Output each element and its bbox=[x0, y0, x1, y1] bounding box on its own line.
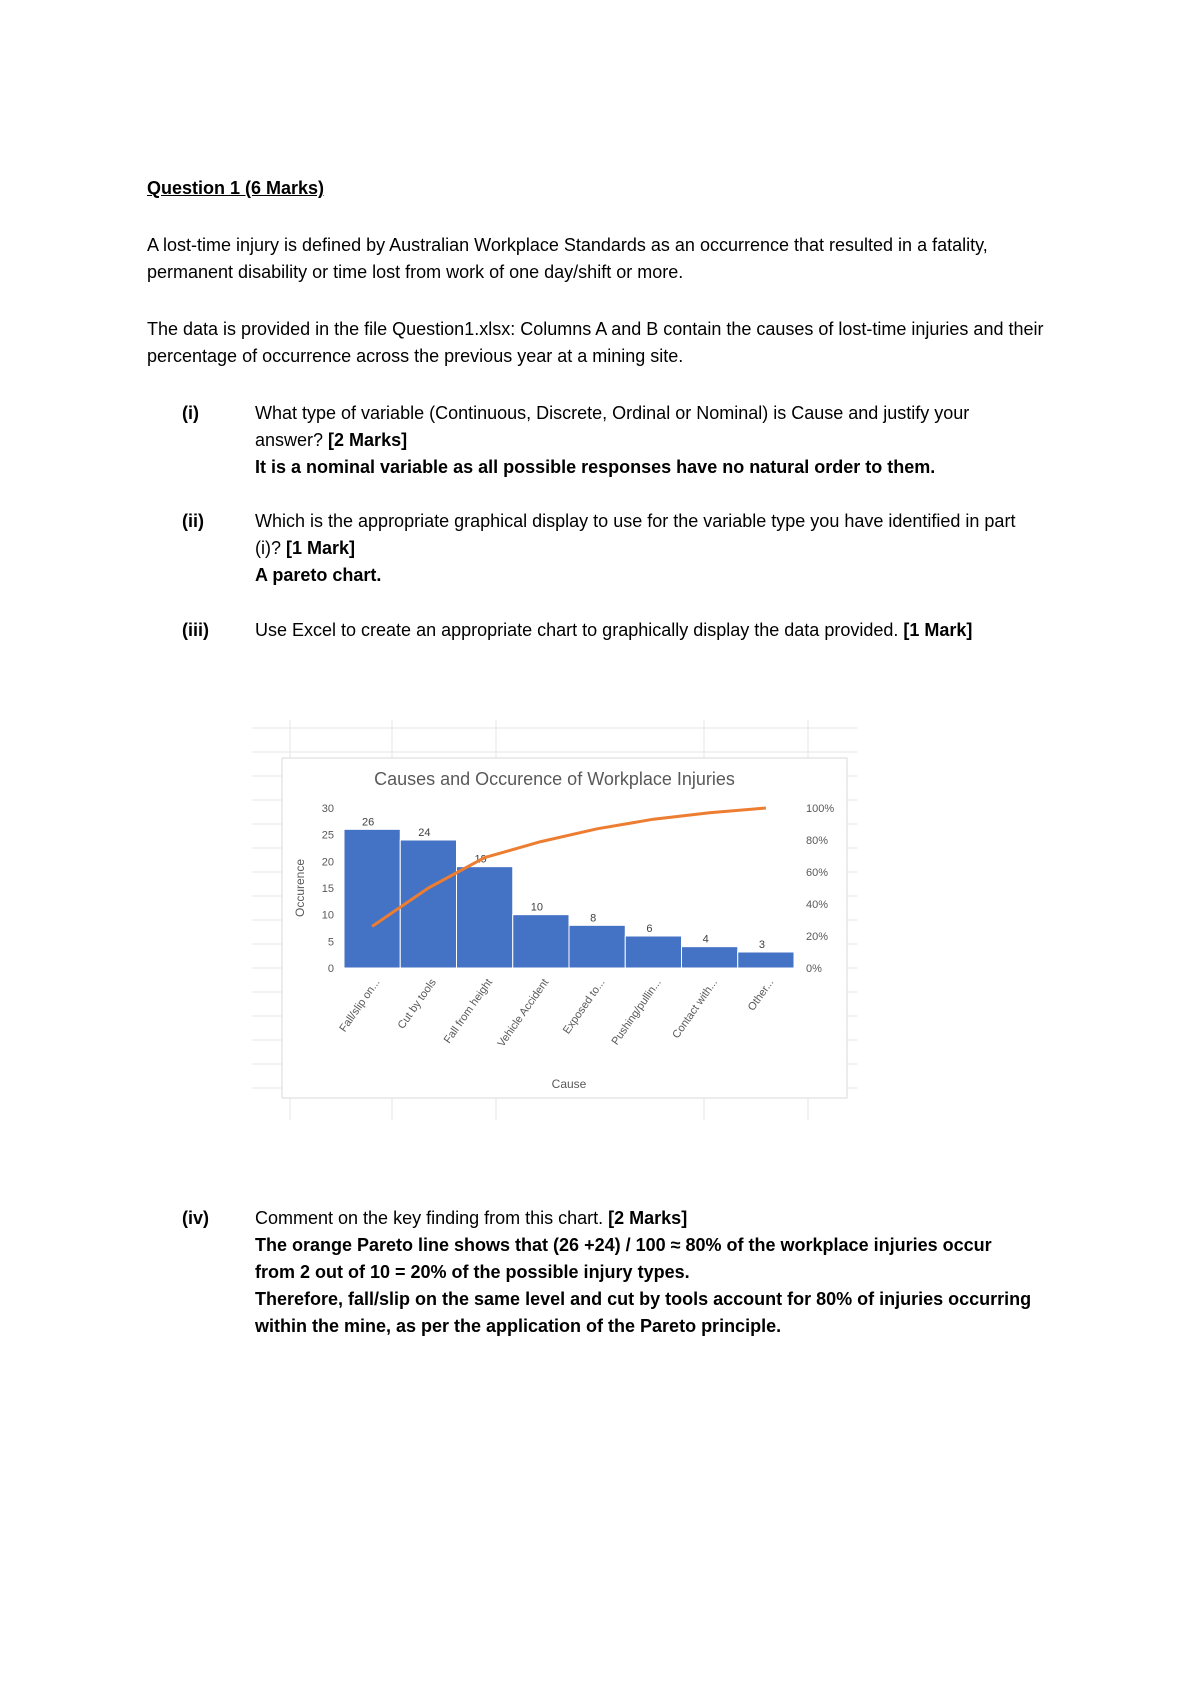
part-body bbox=[255, 400, 1035, 481]
question-heading: Question 1 (6 Marks) bbox=[147, 178, 325, 198]
part-body bbox=[255, 617, 1035, 644]
bar bbox=[569, 925, 625, 968]
part-body bbox=[255, 1205, 1035, 1340]
part-answer: It is a nominal variable as all possible responses have no natural order to them. bbox=[255, 457, 936, 477]
category-label: Fall/slip on... bbox=[337, 976, 383, 1035]
y-tick-label: 30 bbox=[321, 803, 334, 815]
part-marks: [2 Marks] bbox=[328, 430, 408, 450]
chart-title: Causes and Occurence of Workplace Injuries bbox=[374, 769, 735, 789]
data-label: 3 bbox=[758, 939, 765, 951]
part-marks: [1 Mark] bbox=[286, 538, 356, 558]
data-label: 4 bbox=[702, 933, 709, 946]
intro-paragraph-1: A lost-time injury is defined by Australian Workplace Standards as an occurrence that resulted in a fatality, permanent disability or time lost from work of one day/shift or more. bbox=[147, 235, 988, 282]
y-axis-label: Occurence bbox=[293, 858, 307, 918]
part-answer-2: Therefore, fall/slip on the same level and cut by tools account for 80% of injuries occurring within the mine, as per the application of the Pareto principle. bbox=[255, 1289, 1032, 1336]
part-number: (iii) bbox=[182, 620, 209, 640]
bar bbox=[738, 952, 794, 968]
part-prompt: Which is the appropriate graphical display to use for the variable type you have identified in part (i)? bbox=[255, 511, 1016, 558]
part-number: (iv) bbox=[182, 1208, 209, 1228]
data-label: 8 bbox=[590, 912, 597, 925]
bar bbox=[513, 915, 569, 968]
category-label: Exposed to... bbox=[560, 976, 608, 1037]
y2-tick-label: 40% bbox=[806, 899, 829, 911]
y-tick-label: 20 bbox=[321, 856, 334, 869]
category-label: Cut by tools bbox=[395, 976, 439, 1032]
bar bbox=[625, 936, 681, 968]
data-label: 24 bbox=[418, 827, 431, 839]
data-label: 10 bbox=[530, 901, 543, 914]
y-tick-label: 5 bbox=[327, 936, 334, 949]
x-axis-label: Cause bbox=[551, 1077, 587, 1091]
y-tick-label: 0 bbox=[327, 963, 334, 975]
bar bbox=[400, 840, 456, 968]
pareto-chart bbox=[252, 720, 857, 1120]
data-label: 26 bbox=[362, 816, 375, 829]
data-label: 19 bbox=[474, 853, 487, 866]
part-answer-1: The orange Pareto line shows that (26 +24) / 100 ≈ 80% of the workplace injuries occur from 2 out of 10 = 20% of the possible injury types. bbox=[255, 1235, 992, 1282]
bar bbox=[344, 829, 400, 968]
part-prompt: What type of variable (Continuous, Discrete, Ordinal or Nominal) is Cause and justify your answer? bbox=[255, 403, 970, 450]
y2-tick-label: 20% bbox=[806, 931, 829, 943]
part-number: (i) bbox=[182, 403, 199, 423]
part-prompt: Use Excel to create an appropriate chart to graphically display the data provided. bbox=[255, 620, 904, 640]
part-marks: [1 Mark] bbox=[903, 620, 973, 640]
category-label: Vehicle Accident bbox=[495, 976, 552, 1050]
bar bbox=[457, 867, 513, 968]
part-prompt: Comment on the key finding from this chart. bbox=[255, 1208, 609, 1228]
category-label: Pushing/pullin... bbox=[609, 976, 664, 1048]
y-tick-label: 10 bbox=[321, 909, 334, 922]
y-tick-label: 15 bbox=[321, 883, 334, 895]
part-body bbox=[255, 508, 1035, 589]
y-tick-label: 25 bbox=[321, 829, 334, 842]
category-label: Contact with... bbox=[670, 976, 721, 1041]
data-label: 6 bbox=[646, 923, 653, 935]
intro-paragraph-2: The data is provided in the file Question1.xlsx: Columns A and B contain the causes of lost-time injuries and their percentage of occurrence across the previous year at a mining site. bbox=[147, 319, 1044, 366]
chart-svg bbox=[252, 720, 857, 1120]
category-label: Other... bbox=[745, 976, 777, 1014]
y2-tick-label: 100% bbox=[806, 803, 835, 815]
bar bbox=[682, 947, 738, 968]
y2-tick-label: 0% bbox=[806, 963, 822, 975]
category-label: Fall from height bbox=[441, 976, 496, 1046]
y2-tick-label: 60% bbox=[806, 867, 829, 879]
part-answer: A pareto chart. bbox=[255, 565, 382, 585]
part-number: (ii) bbox=[182, 511, 204, 531]
y2-tick-label: 80% bbox=[806, 835, 829, 847]
part-marks: [2 Marks] bbox=[608, 1208, 688, 1228]
